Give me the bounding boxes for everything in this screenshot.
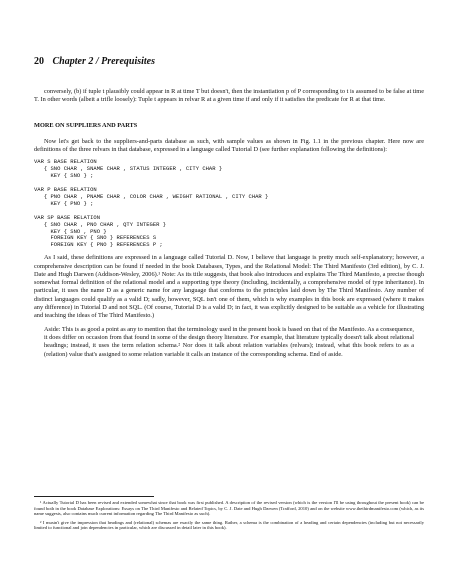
running-header	[34, 56, 424, 67]
code-block: VAR S BASE RELATION { SNO CHAR , SNAME CHAR , STATUS INTEGER , CITY CHAR } KEY { SNO } ; VAR P BASE RELATION { PNO CHAR , PNAME CHAR , COLOR CHAR , WEIGHT RATIONAL , CITY CHAR } KEY { PNO } ; VAR SP BASE RELATION { SNO CHAR , PNO CHAR , QTY INTEGER } KEY { SNO , PNO } FOREIGN KEY { SNO } REFERENCES S FOREIGN KEY { PNO } REFERENCES P ;	[34, 158, 269, 249]
footnotes	[34, 496, 424, 534]
footnote-1: ¹ Actually Tutorial D has been revised and extended somewhat since that book was first published. A description of the revised version (which is the version I'll be using throughout the present book) can be found both in the book Database Explorations: Essays on The Third Manifesto and Related Topics, by C. J. Date and Hugh Darwen (Trafford, 2010) and on the website www.thethirdmanifesto.com (which, as its name suggests, also contains much current information regarding The Third Manifesto as such).	[34, 500, 424, 517]
running-title: Chapter 2 / Prerequisites	[52, 56, 156, 67]
footnote-2: ² I mustn't give the impression that headings and (relational) schemas are exactly the same thing. Rather, a schema is the combination of a heading and certain dependencies (including but not necessarily limited to functional and join dependencies in particular, which are discussed in detail later in this book).	[34, 519, 424, 531]
section-heading: MORE ON SUPPLIERS AND PARTS	[34, 121, 138, 129]
paragraph-1: Now let's get back to the suppliers-and-parts database as such, with sample values as shown in Fig. 1.1 in the previous chapter. Here now are definitions of the three relvars in that database, expressed in a language called Tutorial D (see further explanation following the definitions):	[34, 137, 424, 154]
main-text	[34, 88, 424, 365]
footnote-rule	[34, 496, 154, 497]
paragraph-2: As I said, these definitions are expressed in a language called Tutorial D. Now, I believe that language is pretty much self-explanatory; however, a comprehensive description can be found if needed in the book Databases, Types, and the Relational Model: The Third Manifesto (3rd edition), by C. J. Date and Hugh Darwen (Addison-Wesley, 2006).¹ Note: As its title suggests, that book also introduces and explains The Third Manifesto, a precise though somewhat formal definition of the relational model and a supporting type theory (including, incidentally, a comprehensive model of type inheritance). In particular, it uses the name D as a generic name for any language that conforms to the principles laid down by The Third Manifesto. Any number of distinct languages could qualify as a valid D; sadly, however, SQL isn't one of them, which is why examples in this book are expressed (where it makes any difference) in Tutorial D and not SQL. (Of course, Tutorial D is a valid D; in fact, it was explicitly designed to be suitable as a vehicle for illustrating and teaching the ideas of The Third Manifesto.)	[34, 254, 424, 320]
intro-paragraph: conversely, (b) if tuple t plausibly could appear in R at time T but doesn't, then the instantiation p of P corresponding to t is assumed to be false at time T. In other words (albeit a trifle loosely): Tuple t appears in relvar R at a given time if and only if it satisfies the predicate for R at that time.	[34, 88, 424, 104]
aside-paragraph: Aside: This is as good a point as any to mention that the terminology used in the present book is based on that of the Manifesto. As a consequence, it does differ on occasion from that found in some of the design theory literature. For example, that literature typically doesn't talk about relational headings; instead, it uses the term relation schema.² Nor does it talk about relation variables (relvars); instead, what this book refers to as a (relation) value that's assigned to some relation variable it calls an instance of the corresponding schema. End of aside.	[44, 325, 414, 358]
page-number: 20	[34, 56, 44, 67]
